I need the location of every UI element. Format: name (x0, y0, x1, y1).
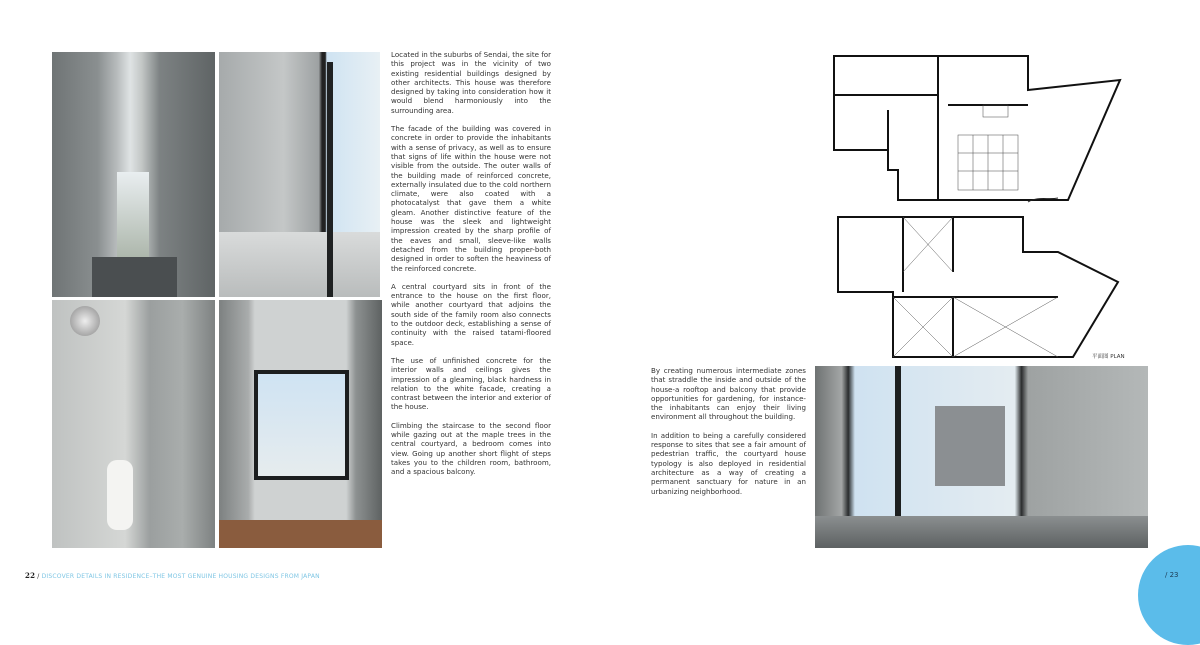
photo-bathroom (52, 300, 215, 548)
left-footer: 22 / DISCOVER DETAILS IN RESIDENCE–THE MOST GENUINE HOUSING DESIGNS FROM JAPAN (25, 571, 320, 580)
paragraph: The use of unfinished concrete for the interior walls and ceilings gives the impression of a gleaming, black hardness in relation to the white facade, creating a contrast between the interior and exterior of the house. (391, 355, 551, 412)
paragraph: Climbing the staircase to the second floor while gazing out at the maple trees in the central courtyard, a bedroom comes into view. Going up another short flight of steps takes you to the children room, bathroom, and a spacious balcony. (391, 420, 551, 477)
paragraph: A central courtyard sits in front of the entrance to the house on the first floor, while another courtyard that adjoins the south side of the family room also connects to the outdoor deck, establishing a sense of continuity with the raised tatami-floored space. (391, 281, 551, 347)
floor-plan-first (828, 50, 1123, 210)
paragraph: In addition to being a carefully considered response to sites that see a fair amount of pedestrian traffic, the courtyard house typology is also deployed in residential architecture as a way of creating a permanent sanctuary for nature in an urbanizing neighborhood. (651, 430, 806, 496)
left-body-text (391, 50, 551, 485)
photo-corridor (52, 52, 215, 297)
paragraph: The facade of the building was covered in concrete in order to provide the inhabitants with a sense of privacy, as well as to ensure that signs of life within the house were not visible from the outside. The outer walls of the building made of reinforced concrete, externally insulated due to the cold northern climate, were also coated with a photocatalyst that gave them a white gleam. Another distinctive feature of the house was the sleek and lightweight impression created by the sharp profile of the eaves and small, sleeve-like walls detached from the building proper-both designed in order to soften the heaviness of the reinforced concrete. (391, 124, 551, 273)
right-body-text (651, 366, 806, 505)
page-number: / 23 (1165, 571, 1179, 579)
photo-living-window (815, 366, 1148, 548)
plan-label: 平面图 PLAN (1092, 354, 1125, 360)
page-corner-circle (1138, 545, 1200, 645)
paragraph: By creating numerous intermediate zones that straddle the inside and outside of the house-a rooftop and balcony that provide opportunities for gardening, for instance-the inhabitants can enjoy their living environment all throughout the building. (651, 366, 806, 422)
page-number: 22 (25, 571, 36, 580)
photo-window-room (219, 52, 380, 297)
running-title: DISCOVER DETAILS IN RESIDENCE–THE MOST GENUINE HOUSING DESIGNS FROM JAPAN (41, 573, 320, 580)
photo-courtyard-view (219, 300, 382, 548)
paragraph: Located in the suburbs of Sendai, the site for this project was in the vicinity of two existing residential buildings designed by other architects. This house was therefore designed by taking into consideration how it would blend harmoniously into the surrounding area. (391, 50, 552, 115)
floor-plan-second (833, 212, 1123, 360)
